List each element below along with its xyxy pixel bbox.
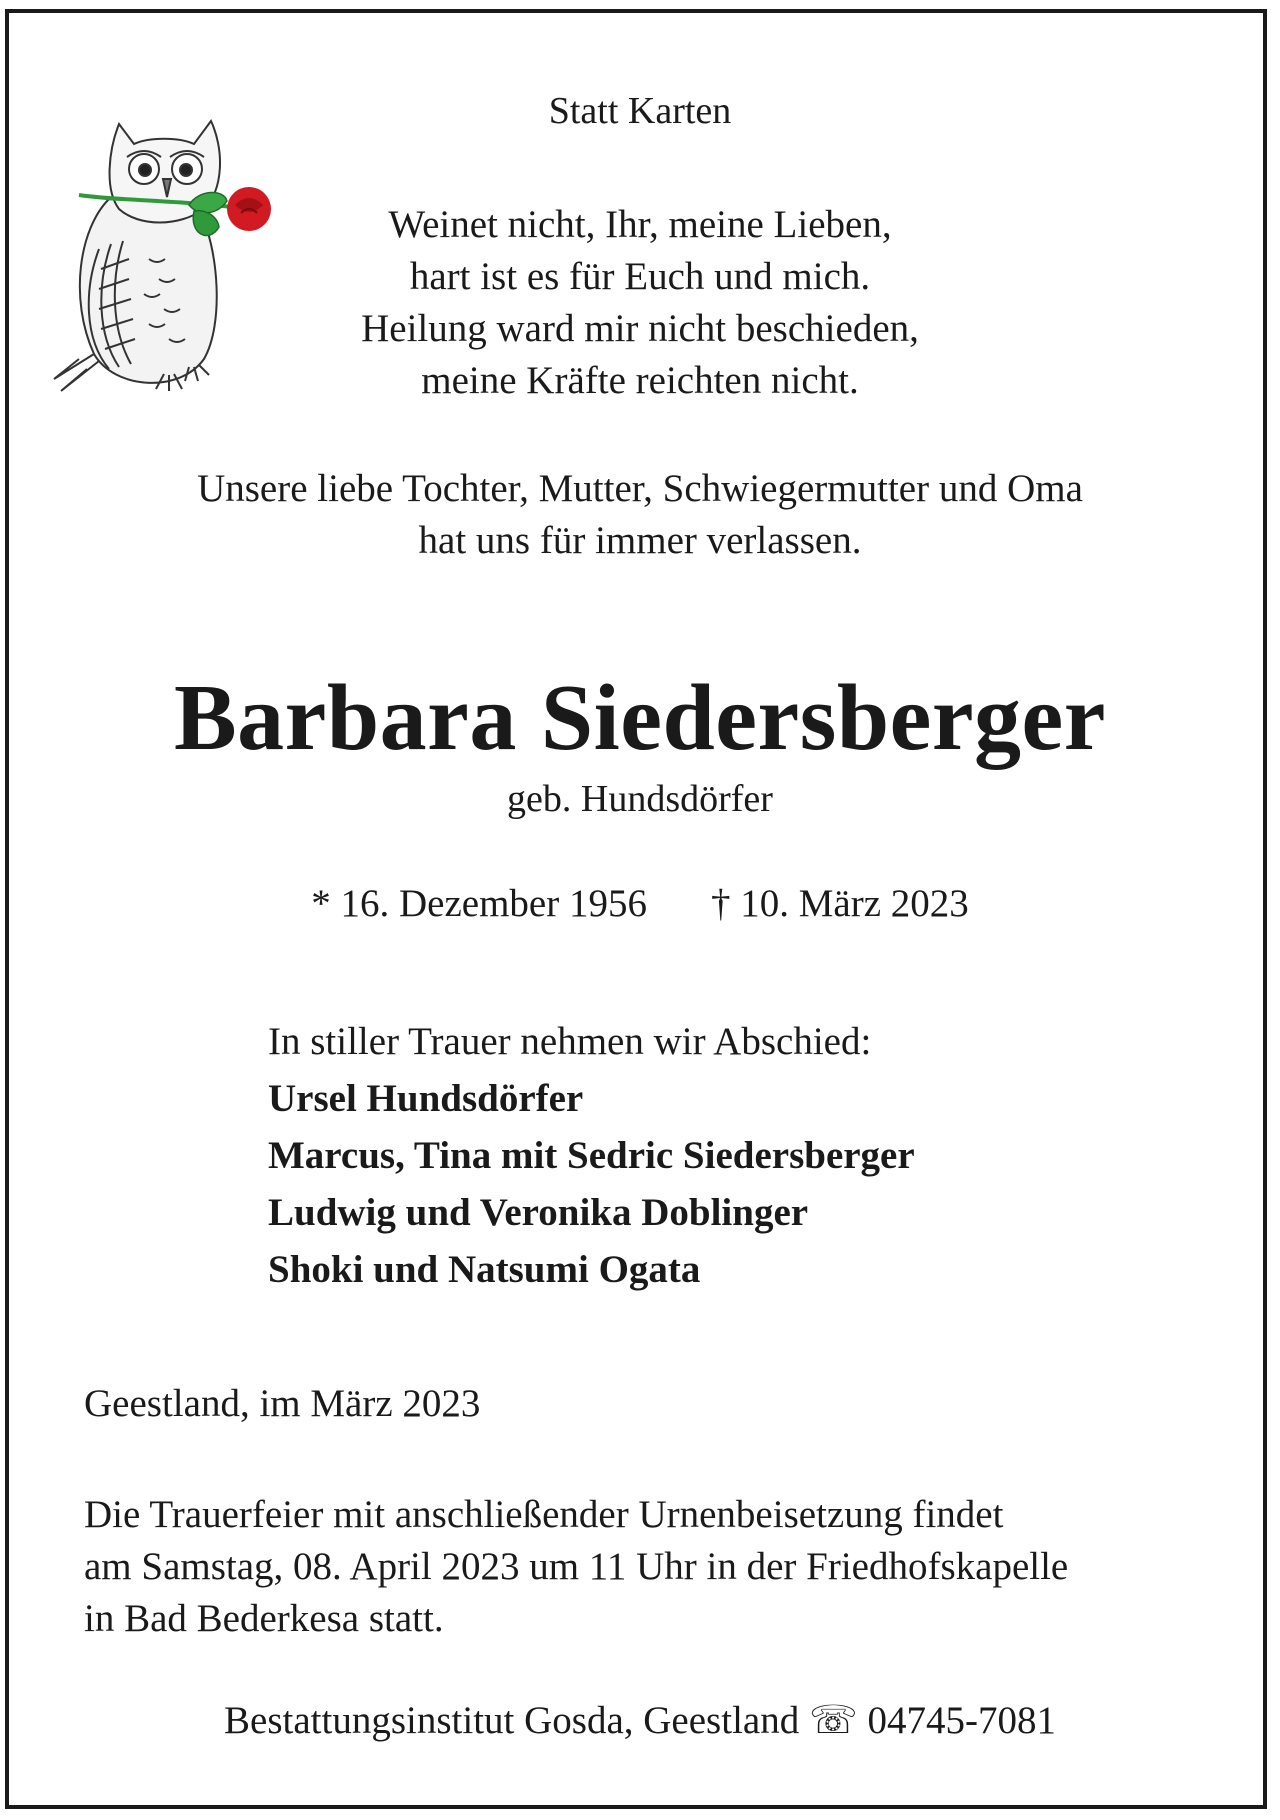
ceremony-info xyxy=(84,1489,1224,1645)
born-name: geb. Hundsdörfer xyxy=(507,778,773,820)
mourner-name: Ursel Hundsdörfer xyxy=(268,1077,584,1120)
place-date: Geestland, im März 2023 xyxy=(84,1382,481,1425)
ceremony-line: am Samstag, 08. April 2023 um 11 Uhr in der Friedhofskapelle xyxy=(84,1545,1069,1588)
poem-line: Weinet nicht, Ihr, meine Lieben, xyxy=(388,203,892,246)
mourner-name: Shoki und Natsumi Ogata xyxy=(268,1248,701,1291)
mourner-name: Ludwig und Veronika Doblinger xyxy=(268,1191,809,1234)
poem xyxy=(9,199,1271,407)
poem-line: meine Kräfte reichten nicht. xyxy=(421,359,859,402)
mourner-name: Marcus, Tina mit Sedric Siedersberger xyxy=(268,1134,915,1177)
mourners-intro: In stiller Trauer nehmen wir Abschied: xyxy=(268,1020,872,1063)
mourners-block xyxy=(268,1013,915,1298)
ceremony-line: in Bad Bederkesa statt. xyxy=(84,1597,444,1640)
intro-line: Unsere liebe Tochter, Mutter, Schwiegermutter und Oma xyxy=(197,467,1083,510)
intro-line: hat uns für immer verlassen. xyxy=(418,519,862,562)
undertaker-contact: Bestattungsinstitut Gosda, Geestland ☏ 04745-7081 xyxy=(224,1699,1056,1742)
poem-line: Heilung ward mir nicht beschieden, xyxy=(361,307,919,350)
deceased-name: Barbara Siedersberger xyxy=(173,666,1106,770)
header-statt-karten: Statt Karten xyxy=(548,90,732,132)
intro-text xyxy=(9,463,1271,567)
life-dates xyxy=(9,881,1271,926)
death-date: † 10. März 2023 xyxy=(710,882,969,925)
ceremony-line: Die Trauerfeier mit anschließender Urnenbeisetzung findet xyxy=(84,1493,1004,1536)
obituary-notice xyxy=(5,9,1267,1809)
birth-date: * 16. Dezember 1956 xyxy=(311,882,647,925)
poem-line: hart ist es für Euch und mich. xyxy=(409,255,871,298)
